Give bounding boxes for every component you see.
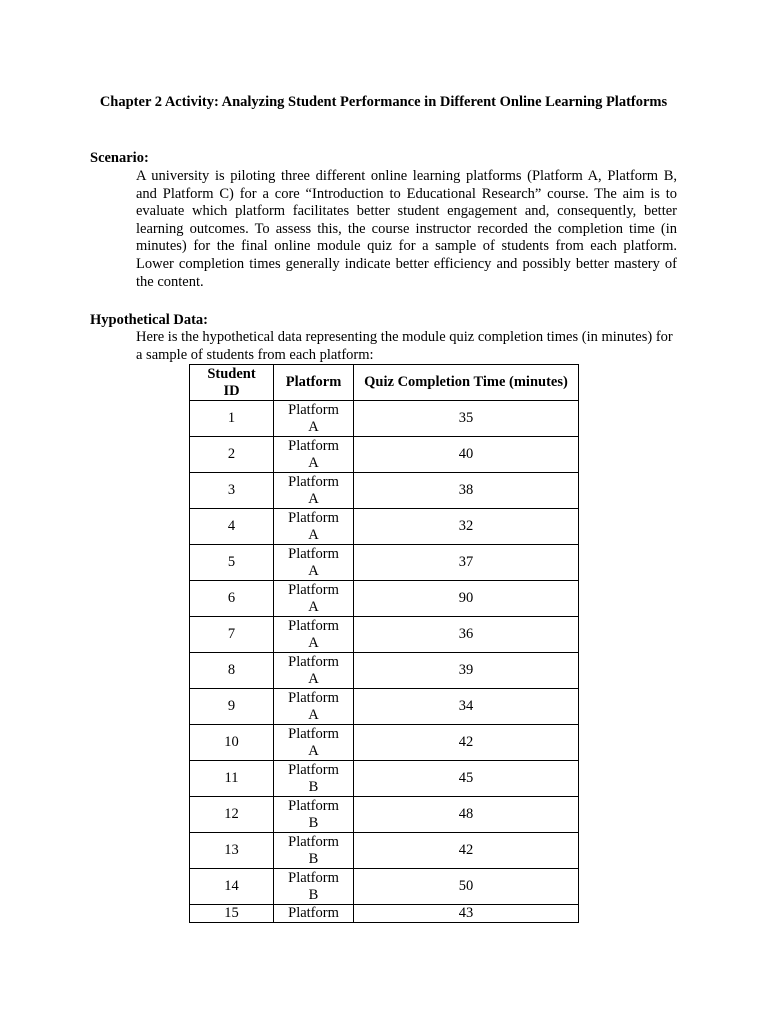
cell-platform <box>274 689 354 725</box>
table-body <box>190 401 579 923</box>
cell-quiz-time: 39 <box>354 653 579 689</box>
cell-platform-text: Platform A <box>288 401 339 435</box>
table-row <box>190 509 579 545</box>
cell-platform-text: Platform A <box>288 653 339 687</box>
table-row <box>190 617 579 653</box>
cell-platform-text: Platform <box>288 905 339 921</box>
cell-student-id: 2 <box>190 437 274 473</box>
cell-student-id: 3 <box>190 473 274 509</box>
cell-student-id: 4 <box>190 509 274 545</box>
table-row <box>190 437 579 473</box>
cell-platform <box>274 509 354 545</box>
cell-platform <box>274 617 354 653</box>
cell-platform-text: Platform A <box>288 437 339 471</box>
cell-student-id: 1 <box>190 401 274 437</box>
column-header-platform: Platform <box>274 365 354 401</box>
cell-quiz-time: 38 <box>354 473 579 509</box>
cell-platform-text: Platform B <box>288 761 339 795</box>
cell-platform-text: Platform A <box>288 509 339 543</box>
cell-quiz-time: 90 <box>354 581 579 617</box>
cell-quiz-time: 43 <box>354 905 579 923</box>
cell-platform-text: Platform A <box>288 473 339 507</box>
table-row <box>190 689 579 725</box>
cell-platform-text: Platform A <box>288 689 339 723</box>
table-header-row <box>190 365 579 401</box>
table-row <box>190 833 579 869</box>
cell-quiz-time: 36 <box>354 617 579 653</box>
cell-student-id: 5 <box>190 545 274 581</box>
cell-platform-text: Platform B <box>288 833 339 867</box>
cell-quiz-time: 40 <box>354 437 579 473</box>
cell-quiz-time: 34 <box>354 689 579 725</box>
cell-quiz-time: 32 <box>354 509 579 545</box>
cell-student-id: 11 <box>190 761 274 797</box>
cell-platform <box>274 833 354 869</box>
cell-quiz-time: 42 <box>354 725 579 761</box>
cell-student-id: 15 <box>190 905 274 923</box>
cell-platform <box>274 437 354 473</box>
cell-platform <box>274 797 354 833</box>
cell-student-id: 13 <box>190 833 274 869</box>
cell-student-id: 9 <box>190 689 274 725</box>
cell-quiz-time: 48 <box>354 797 579 833</box>
cell-platform <box>274 545 354 581</box>
table-row <box>190 725 579 761</box>
hypothetical-data-intro: Here is the hypothetical data representing the module quiz completion times (in minutes) for a sample of students from each platform: <box>136 329 673 363</box>
cell-platform <box>274 869 354 905</box>
table-row <box>190 473 579 509</box>
cell-student-id: 6 <box>190 581 274 617</box>
cell-platform <box>274 581 354 617</box>
cell-platform <box>274 905 354 923</box>
cell-platform <box>274 401 354 437</box>
cell-student-id: 8 <box>190 653 274 689</box>
table-row <box>190 869 579 905</box>
table-row <box>190 581 579 617</box>
cell-platform-text: Platform A <box>288 617 339 651</box>
column-header-quiz-time: Quiz Completion Time (minutes) <box>354 365 579 401</box>
cell-platform <box>274 725 354 761</box>
column-header-student-id: Student ID <box>190 365 274 401</box>
table-row <box>190 653 579 689</box>
cell-platform-text: Platform A <box>288 581 339 615</box>
cell-student-id: 10 <box>190 725 274 761</box>
cell-quiz-time: 42 <box>354 833 579 869</box>
cell-platform-text: Platform A <box>288 725 339 759</box>
cell-student-id: 7 <box>190 617 274 653</box>
cell-student-id: 14 <box>190 869 274 905</box>
cell-student-id: 12 <box>190 797 274 833</box>
cell-quiz-time: 37 <box>354 545 579 581</box>
document-title: Chapter 2 Activity: Analyzing Student Performance in Different Online Learning Platforms <box>99 94 668 110</box>
scenario-heading: Scenario: <box>90 150 149 166</box>
cell-quiz-time: 35 <box>354 401 579 437</box>
cell-quiz-time: 50 <box>354 869 579 905</box>
table-row <box>190 401 579 437</box>
table-row <box>190 761 579 797</box>
cell-quiz-time: 45 <box>354 761 579 797</box>
cell-platform-text: Platform B <box>288 869 339 903</box>
table-row <box>190 545 579 581</box>
cell-platform <box>274 473 354 509</box>
hypothetical-data-heading: Hypothetical Data: <box>90 312 208 328</box>
cell-platform-text: Platform A <box>288 545 339 579</box>
cell-platform <box>274 761 354 797</box>
table-row <box>190 905 579 923</box>
quiz-times-table <box>189 364 579 923</box>
cell-platform <box>274 653 354 689</box>
table-row <box>190 797 579 833</box>
scenario-text: A university is piloting three different online learning platforms (Platform A, Platform B, and Platform C) for a core “Introduction to Educational Research” course. The aim is to evaluate which platform facilitates better student engagement and, consequently, better learning outcomes. To assess this, the course instructor recorded the completion time (in minutes) for the final online module quiz for a sample of students from each platform. Lower completion times generally indicate better efficiency and possibly better mastery of the content. <box>136 168 677 290</box>
cell-platform-text: Platform B <box>288 797 339 831</box>
